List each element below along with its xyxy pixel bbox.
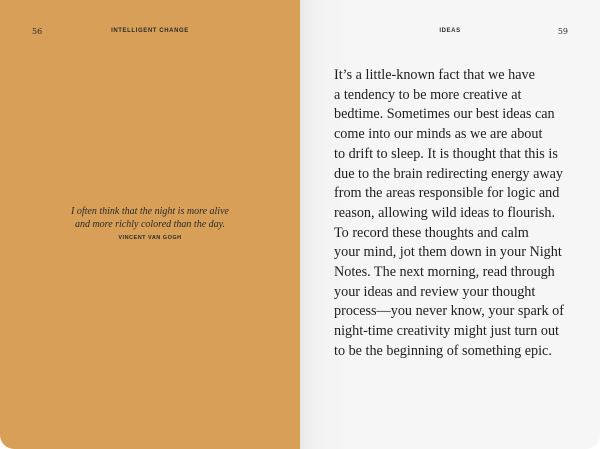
body-line: a tendency to be more creative at bbox=[334, 86, 522, 103]
right-page bbox=[300, 0, 600, 449]
body-line: It’s a little-known fact that we have bbox=[334, 67, 535, 83]
body-line: reason, allowing wild ideas to flourish. bbox=[334, 204, 556, 221]
quote-line: I often think that the night is more alive bbox=[71, 206, 229, 217]
body-paragraph bbox=[334, 66, 584, 362]
body-line: Notes. The next morning, read through bbox=[334, 264, 555, 281]
right-page-number: 59 bbox=[557, 27, 568, 36]
body-line: process—you never know, your spark of bbox=[334, 303, 564, 320]
body-line: night-time creativity might just turn out bbox=[334, 323, 559, 340]
quote-block bbox=[40, 206, 260, 241]
quote-text bbox=[40, 206, 260, 231]
body-line: To record these thoughts and calm bbox=[334, 224, 529, 241]
body-line: from the areas responsible for logic and bbox=[334, 185, 560, 202]
body-line: due to the brain redirecting energy away bbox=[334, 165, 564, 182]
body-line: your ideas and review your thought bbox=[334, 283, 536, 300]
body-line: to be the beginning of something epic. bbox=[334, 342, 552, 359]
left-running-head: INTELLIGENT CHANGE bbox=[111, 28, 189, 34]
quote-author: VINCENT VAN GOGH bbox=[118, 235, 182, 241]
body-line: bedtime. Sometimes our best ideas can bbox=[334, 106, 555, 123]
right-running-head: IDEAS bbox=[439, 28, 461, 34]
body-line: to drift to sleep. It is thought that this is bbox=[334, 145, 558, 162]
left-page-number: 56 bbox=[32, 27, 43, 36]
body-line: your mind, jot them down in your Night bbox=[334, 244, 562, 261]
quote-line: and more richly colored than the day. bbox=[74, 218, 226, 230]
body-line: come into our minds as we are about bbox=[334, 126, 543, 143]
